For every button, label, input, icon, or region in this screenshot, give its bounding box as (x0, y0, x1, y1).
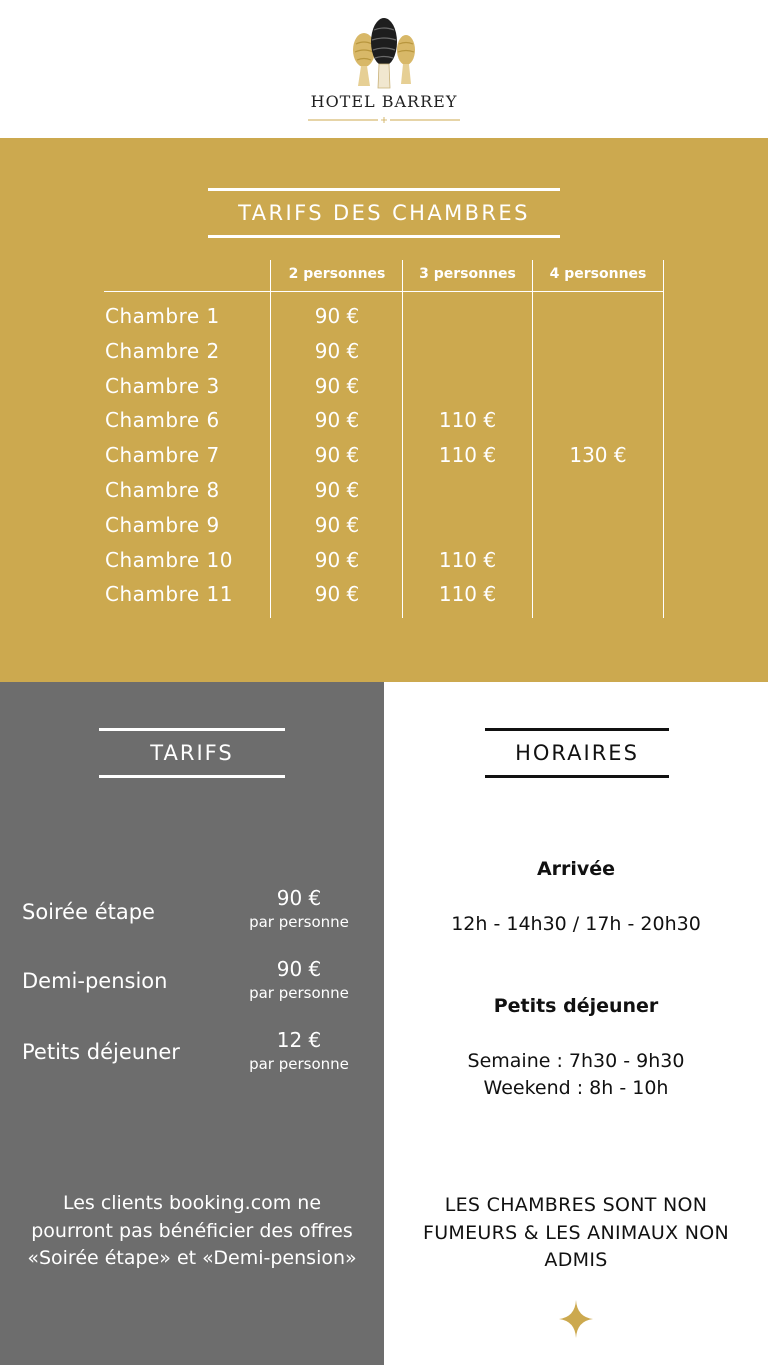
price-2-personnes: 90 € (314, 547, 360, 572)
non-smoking-notice: LES CHAMBRES SONT NON FUMEURS & LES ANIMAUX NON ADMIS (422, 1194, 730, 1271)
horaires-section (384, 682, 768, 1365)
tarif-unit-soiree-etape: par personne (249, 913, 349, 931)
price-2-personnes: 90 € (314, 304, 360, 328)
room-label: Chambre 1 (105, 304, 220, 328)
table-divider (270, 260, 271, 618)
room-label: Chambre 7 (105, 443, 220, 468)
tarif-unit-demi-pension: par personne (249, 984, 349, 1002)
price-4-personnes: 130 € (569, 443, 627, 468)
column-header-4-personnes: 4 personnes (549, 266, 647, 282)
breakfast-weekend-times: Weekend : 8h - 10h (483, 1077, 669, 1099)
sparkle-star-icon (559, 1300, 593, 1338)
tarif-price-petits-dejeuner: 12 € (276, 1028, 322, 1052)
price-3-personnes: 110 € (438, 582, 497, 607)
price-2-personnes: 90 € (314, 408, 360, 433)
price-2-personnes: 90 € (314, 443, 360, 468)
column-header-2-personnes: 2 personnes (288, 266, 386, 282)
tarifs-section (0, 682, 384, 1365)
room-label: Chambre 8 (105, 478, 220, 502)
room-label: Chambre 10 (105, 547, 233, 572)
tarifs-title: TARIFS (99, 728, 285, 778)
room-prices-section (0, 138, 768, 682)
morel-mushroom-logo-icon (344, 14, 424, 92)
breakfast-week-times: Semaine : 7h30 - 9h30 (467, 1050, 685, 1072)
horaires-title: HORAIRES (485, 728, 669, 778)
room-prices-title: TARIFS DES CHAMBRES (238, 201, 530, 225)
room-label: Chambre 2 (105, 338, 220, 363)
table-divider (663, 260, 664, 618)
price-2-personnes: 90 € (314, 512, 360, 537)
tarif-price-demi-pension: 90 € (276, 957, 322, 981)
price-2-personnes: 90 € (314, 478, 360, 502)
tarif-label-petits-dejeuner: Petits déjeuner (22, 1040, 180, 1064)
table-header-divider (104, 291, 664, 292)
room-label: Chambre 3 (105, 373, 220, 398)
price-2-personnes: 90 € (314, 373, 360, 398)
header (0, 0, 768, 138)
tarif-label-demi-pension: Demi-pension (22, 969, 168, 993)
price-3-personnes: 110 € (438, 443, 497, 468)
price-3-personnes: 110 € (438, 547, 497, 572)
room-label: Chambre 11 (105, 582, 233, 607)
room-prices-table (0, 138, 768, 682)
booking-note: Les clients booking.com ne pourront pas bénéficier des offres «Soirée étape» et «Demi-pension» (27, 1192, 357, 1269)
arrival-heading: Arrivée (536, 858, 616, 880)
table-divider (532, 260, 533, 618)
arrival-times: 12h - 14h30 / 17h - 20h30 (451, 913, 701, 935)
tarif-label-soiree-etape: Soirée étape (22, 900, 155, 924)
hotel-name: HOTEL BARREY (310, 92, 458, 111)
breakfast-heading: Petits déjeuner (493, 995, 659, 1017)
column-header-3-personnes: 3 personnes (419, 266, 516, 282)
tarif-price-soiree-etape: 90 € (276, 886, 322, 910)
price-3-personnes: 110 € (438, 408, 497, 433)
room-label: Chambre 9 (105, 512, 220, 537)
room-label: Chambre 6 (105, 408, 220, 433)
price-2-personnes: 90 € (314, 338, 360, 363)
price-2-personnes: 90 € (314, 582, 360, 607)
tarif-unit-petits-dejeuner: par personne (249, 1055, 349, 1073)
hotel-name-underline (308, 117, 460, 123)
